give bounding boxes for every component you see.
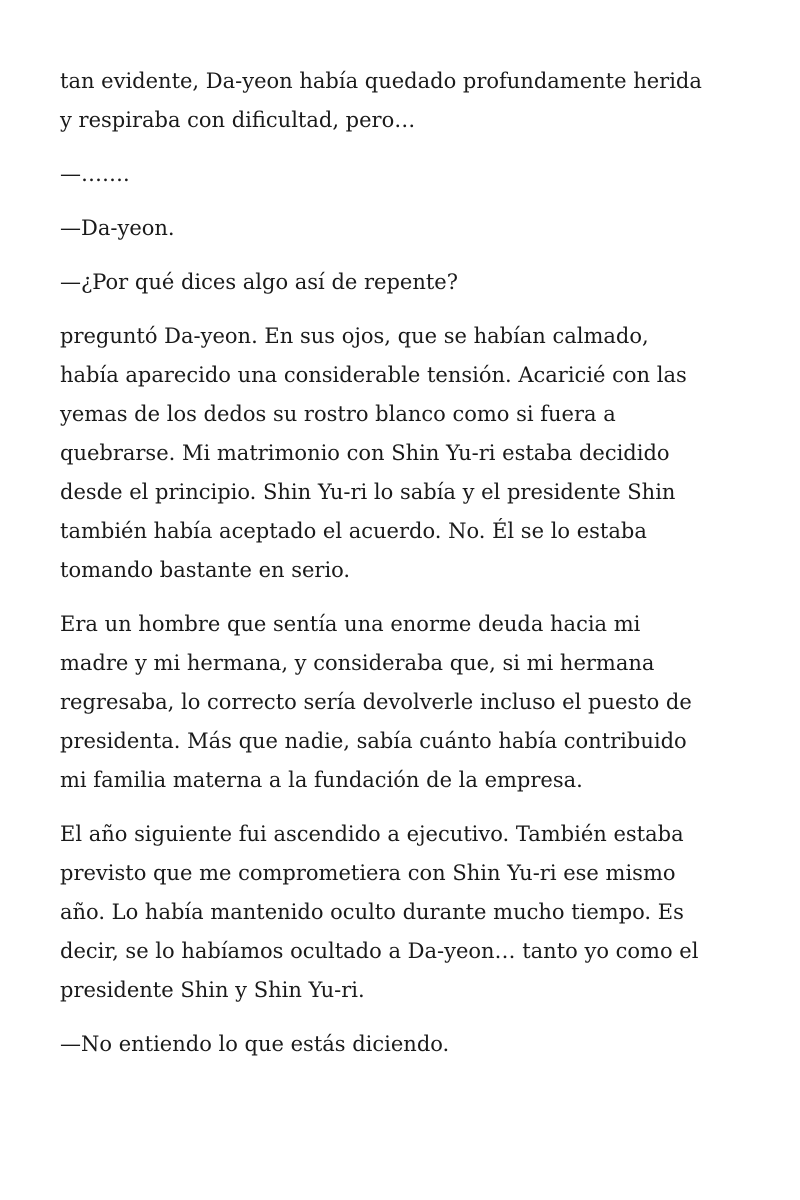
text-line: decir, se lo habíamos ocultado a Da-yeon… tanto yo como el — [60, 939, 699, 963]
dialogue-question — [60, 263, 750, 302]
paragraph-7 — [60, 815, 750, 1010]
text-line: había aparecido una considerable tensión. Acaricié con las — [60, 363, 687, 387]
text-line: tan evidente, Da-yeon había quedado profundamente herida — [60, 69, 702, 93]
paragraph-5 — [60, 317, 750, 590]
text-line: desde el principio. Shin Yu-ri lo sabía y el presidente Shin — [60, 480, 676, 504]
text-line: madre y mi hermana, y consideraba que, si mi hermana — [60, 651, 655, 675]
text-line: —No entiendo lo que estás diciendo. — [60, 1032, 450, 1056]
text-line: también había aceptado el acuerdo. No. Él se lo estaba — [60, 519, 647, 543]
text-line: Era un hombre que sentía una enorme deuda hacia mi — [60, 612, 641, 636]
text-line: regresaba, lo correcto sería devolverle incluso el puesto de — [60, 690, 692, 714]
text-line: yemas de los dedos su rostro blanco como si fuera a — [60, 402, 616, 426]
dialogue-final — [60, 1025, 750, 1064]
text-line: año. Lo había mantenido oculto durante mucho tiempo. Es — [60, 900, 684, 924]
reading-page — [60, 62, 750, 1079]
text-line: quebrarse. Mi matrimonio con Shin Yu-ri estaba decidido — [60, 441, 670, 465]
dialogue-da-yeon — [60, 209, 750, 248]
text-line: presidenta. Más que nadie, sabía cuánto había contribuido — [60, 729, 687, 753]
text-line: —……. — [60, 162, 130, 186]
paragraph-6 — [60, 605, 750, 800]
text-line: y respiraba con dificultad, pero… — [60, 108, 416, 132]
text-line: presidente Shin y Shin Yu-ri. — [60, 978, 365, 1002]
text-line: previsto que me comprometiera con Shin Yu-ri ese mismo — [60, 861, 676, 885]
text-line: —Da-yeon. — [60, 216, 175, 240]
text-line: preguntó Da-yeon. En sus ojos, que se habían calmado, — [60, 324, 649, 348]
text-line: mi familia materna a la fundación de la empresa. — [60, 768, 583, 792]
paragraph-1 — [60, 62, 750, 140]
text-line: tomando bastante en serio. — [60, 558, 351, 582]
dialogue-ellipsis — [60, 155, 750, 194]
text-line: —¿Por qué dices algo así de repente? — [60, 270, 458, 294]
text-line: El año siguiente fui ascendido a ejecutivo. También estaba — [60, 822, 684, 846]
